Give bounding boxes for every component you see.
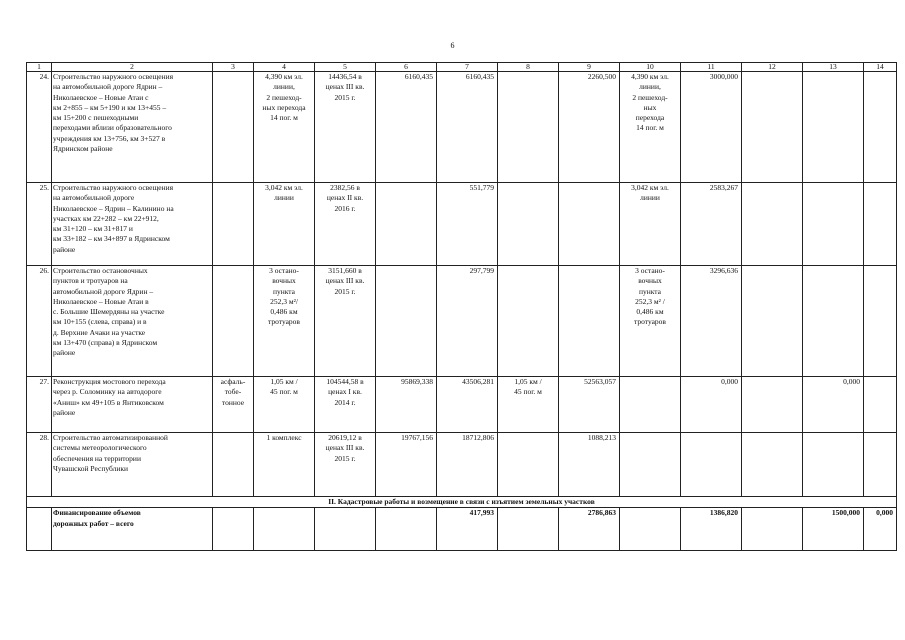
cell-col11	[681, 433, 742, 497]
row-number: 24.	[27, 72, 52, 183]
cell-col4: 3 остано- вочных пункта 252,3 м²/ 0,486 км тротуаров	[254, 266, 315, 377]
header-cell: 7	[437, 63, 498, 72]
page-number: 6	[450, 41, 455, 50]
table-row	[27, 183, 897, 266]
total-col9: 2786,863	[559, 508, 620, 551]
cell-col9: 2260,500	[559, 72, 620, 183]
row-name: Реконструкция мостового перехода через р. Соломинку на автодороге «Аниш» км 49+105 в Янтиковском районе	[52, 377, 213, 433]
header-cell: 10	[620, 63, 681, 72]
cell-col14	[864, 183, 897, 266]
cell-col9	[559, 183, 620, 266]
cell-col8: 1,05 км / 45 пог. м	[498, 377, 559, 433]
cell-col3	[213, 72, 254, 183]
total-col5	[315, 508, 376, 551]
cell-col3	[213, 266, 254, 377]
cell-col13: 0,000	[803, 377, 864, 433]
cell-col12	[742, 183, 803, 266]
cell-col13	[803, 433, 864, 497]
cell-col9: 52563,057	[559, 377, 620, 433]
cell-col13	[803, 72, 864, 183]
header-cell: 12	[742, 63, 803, 72]
cell-col11: 2583,267	[681, 183, 742, 266]
cell-col8	[498, 72, 559, 183]
cell-col14	[864, 72, 897, 183]
header-cell: 13	[803, 63, 864, 72]
total-col10	[620, 508, 681, 551]
cell-col7: 551,779	[437, 183, 498, 266]
cell-col3	[213, 433, 254, 497]
cell-col5: 14436,54 в ценах III кв. 2015 г.	[315, 72, 376, 183]
table-row	[27, 72, 897, 183]
table-row	[27, 266, 897, 377]
cell-col6	[376, 266, 437, 377]
cell-col9: 1088,213	[559, 433, 620, 497]
cell-col14	[864, 266, 897, 377]
total-col12	[742, 508, 803, 551]
cell-col10: 4,390 км эл. линии, 2 пешеход- ных перехода 14 пог. м	[620, 72, 681, 183]
header-cell: 2	[52, 63, 213, 72]
row-number: 28.	[27, 433, 52, 497]
row-name: Строительство автоматизированной системы метеорологического обеспечения на территории Чувашской Республики	[52, 433, 213, 497]
total-col14: 0,000	[864, 508, 897, 551]
cell-col5: 20619,12 в ценах III кв. 2015 г.	[315, 433, 376, 497]
total-row	[27, 508, 897, 551]
cell-col12	[742, 72, 803, 183]
cell-col11: 3000,000	[681, 72, 742, 183]
total-col7: 417,993	[437, 508, 498, 551]
cell-col3: асфаль- тобе- тонное	[213, 377, 254, 433]
cell-col13	[803, 266, 864, 377]
row-name: Строительство наружного освещения на автомобильной дороге Ядрин – Николаевское – Новые Атаи с км 2+855 – км 5+190 и км 13+455 – км 15+200 с пешеходными переходами вблизи образовательного учреждения км 13+756, км 3+527 в Ядринском районе	[52, 72, 213, 183]
cell-col11: 3296,636	[681, 266, 742, 377]
cell-col12	[742, 266, 803, 377]
cell-col5: 3151,660 в ценах III кв. 2015 г.	[315, 266, 376, 377]
cell-col6	[376, 183, 437, 266]
total-col4	[254, 508, 315, 551]
cell-col6: 6160,435	[376, 72, 437, 183]
header-cell: 5	[315, 63, 376, 72]
cell-col12	[742, 433, 803, 497]
header-cell: 3	[213, 63, 254, 72]
row-number: 25.	[27, 183, 52, 266]
header-cell: 6	[376, 63, 437, 72]
cell-col7: 297,799	[437, 266, 498, 377]
cell-col14	[864, 377, 897, 433]
header-cell: 4	[254, 63, 315, 72]
cell-col5: 2382,56 в ценах II кв. 2016 г.	[315, 183, 376, 266]
cell-col14	[864, 433, 897, 497]
row-number: 27.	[27, 377, 52, 433]
cell-col7: 43506,281	[437, 377, 498, 433]
cell-col10: 3,042 км эл. линии	[620, 183, 681, 266]
total-col8	[498, 508, 559, 551]
cell-col12	[742, 377, 803, 433]
total-col13: 1500,000	[803, 508, 864, 551]
cell-col8	[498, 183, 559, 266]
row-number: 26.	[27, 266, 52, 377]
cell-col4: 3,042 км эл. линии	[254, 183, 315, 266]
cell-col3	[213, 183, 254, 266]
cell-col10: 3 остано- вочных пункта 252,3 м² / 0,486 км тротуаров	[620, 266, 681, 377]
total-col11: 1386,820	[681, 508, 742, 551]
row-name: Строительство наружного освещения на автомобильной дороге Николаевское – Ядрин – Калинино на участках км 22+282 – км 22+912, км 31+120 – км 31+817 и км 33+182 – км 34+897 в Ядринском районе	[52, 183, 213, 266]
cell-col5: 104544,58 в ценах I кв. 2014 г.	[315, 377, 376, 433]
row-name: Строительство остановочных пунктов и тротуаров на автомобильной дороге Ядрин – Николаевское – Новые Атаи в с. Большие Шемердяны на участке км 10+155 (слева, справа) и в д. Верхние Ачаки на участке км 13+470 (справа) в Ядринском районе	[52, 266, 213, 377]
section-title: II. Кадастровые работы и возмещение в связи с изъятием земельных участков	[27, 497, 897, 508]
header-cell: 14	[864, 63, 897, 72]
header-cell: 8	[498, 63, 559, 72]
table-row	[27, 377, 897, 433]
table-row	[27, 433, 897, 497]
header-cell: 11	[681, 63, 742, 72]
total-name: Финансирование объемов дорожных работ – всего	[52, 508, 213, 551]
header-cell: 1	[27, 63, 52, 72]
cell-col9	[559, 266, 620, 377]
cell-col11: 0,000	[681, 377, 742, 433]
total-col3	[213, 508, 254, 551]
cell-col4: 1,05 км / 45 пог. м	[254, 377, 315, 433]
cell-col4: 4,390 км эл. линии, 2 пешеход- ных перехода 14 пог. м	[254, 72, 315, 183]
cell-col6: 95869,338	[376, 377, 437, 433]
cell-col7: 18712,806	[437, 433, 498, 497]
cell-col8	[498, 266, 559, 377]
cell-col10	[620, 377, 681, 433]
total-number	[27, 508, 52, 551]
cell-col8	[498, 433, 559, 497]
header-row	[27, 63, 897, 72]
total-col6	[376, 508, 437, 551]
cell-col10	[620, 433, 681, 497]
cell-col6: 19767,156	[376, 433, 437, 497]
section-row	[27, 497, 897, 508]
cell-col4: 1 комплекс	[254, 433, 315, 497]
works-table	[26, 62, 897, 551]
cell-col7: 6160,435	[437, 72, 498, 183]
header-cell: 9	[559, 63, 620, 72]
cell-col13	[803, 183, 864, 266]
